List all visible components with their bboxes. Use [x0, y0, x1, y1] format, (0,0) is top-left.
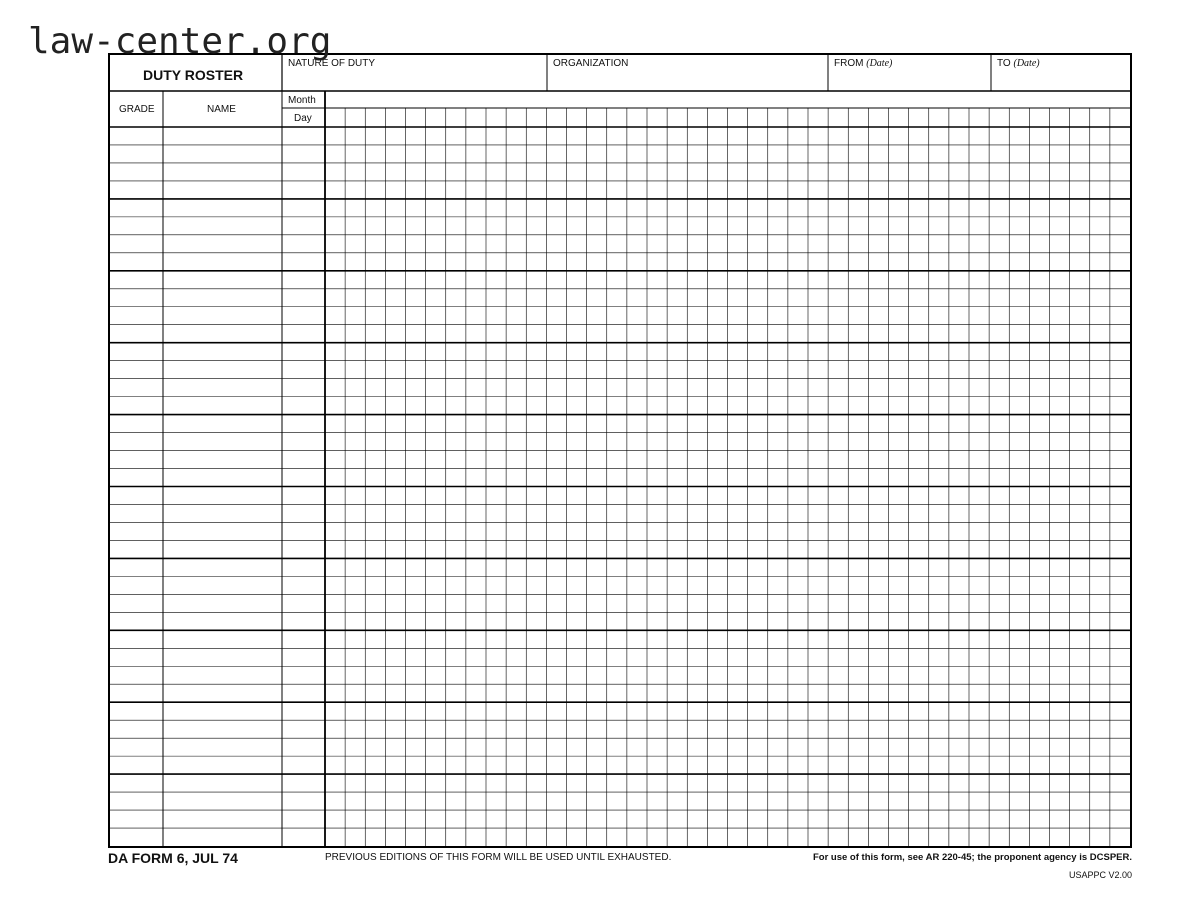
from-label: FROM — [834, 58, 864, 69]
to-date-hint: (Date) — [1013, 58, 1040, 69]
day-label: Day — [294, 113, 312, 124]
editions-note: PREVIOUS EDITIONS OF THIS FORM WILL BE USED UNTIL EXHAUSTED. — [325, 852, 672, 863]
name-column-header: NAME — [207, 104, 236, 115]
version-label: USAPPC V2.00 — [1068, 870, 1132, 880]
duty-roster-form — [108, 53, 1132, 848]
usage-note: For use of this form, see AR 220-45; the proponent agency is DCSPER. — [812, 852, 1132, 863]
watermark: law-center.org — [28, 21, 332, 62]
form-title: DUTY ROSTER — [143, 67, 244, 83]
grade-column-header: GRADE — [119, 104, 155, 115]
roster-grid — [110, 55, 1130, 846]
to-label: TO — [997, 58, 1011, 69]
form-number: DA FORM 6, JUL 74 — [108, 850, 238, 866]
nature-of-duty-label: NATURE OF DUTY — [288, 58, 376, 69]
from-date-hint: (Date) — [866, 58, 893, 69]
organization-label: ORGANIZATION — [553, 58, 629, 69]
month-label: Month — [288, 95, 316, 106]
